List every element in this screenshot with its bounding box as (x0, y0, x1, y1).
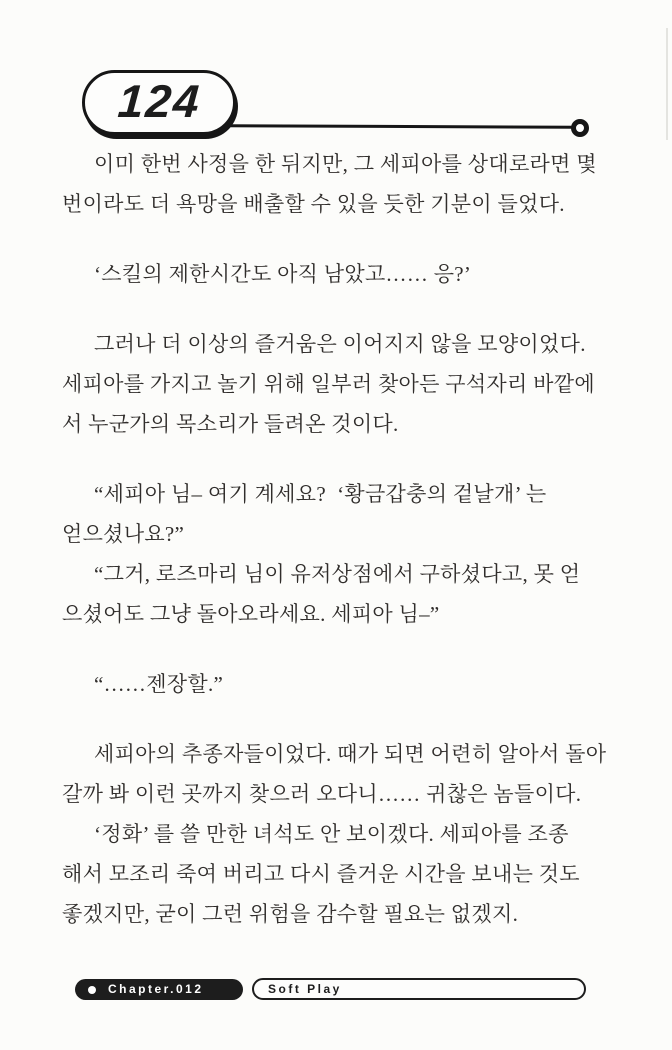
text-line: 번이라도 더 욕망을 배출할 수 있을 듯한 기분이 들었다. (62, 192, 565, 216)
text-line: 세피아의 추종자들이었다. 때가 되면 어련히 알아서 돌아 (94, 742, 607, 766)
scan-artifact-line (666, 28, 668, 140)
chapter-badge (75, 979, 243, 1000)
text-line: ‘스킬의 제한시간도 아직 남았고…… 응?’ (94, 262, 472, 286)
text-line: 좋겠지만, 굳이 그런 위험을 감수할 필요는 없겠지. (62, 902, 519, 926)
text-line: 갈까 봐 이런 곳까지 찾으러 오다니…… 귀찮은 놈들이다. (62, 782, 582, 806)
section-title-badge (252, 978, 586, 1000)
text-line: 으셨어도 그냥 돌아오라세요. 세피아 님–” (62, 602, 440, 626)
body-text (62, 144, 614, 934)
bullet-dot-icon (88, 986, 96, 994)
section-title-label: Soft Play (268, 981, 342, 996)
text-line: 그러나 더 이상의 즐거움은 이어지지 않을 모양이었다. (94, 332, 586, 356)
text-line: 서 누군가의 목소리가 들려온 것이다. (62, 412, 399, 436)
header-rule-line (228, 124, 576, 129)
chapter-label: Chapter.012 (108, 982, 204, 996)
page-number-badge (82, 70, 236, 135)
text-line: “……젠장할.” (94, 672, 224, 696)
text-line: “그거, 로즈마리 님이 유저상점에서 구하셨다고, 못 얻 (94, 562, 581, 586)
text-line: 이미 한번 사정을 한 뒤지만, 그 세피아를 상대로라면 몇 (94, 152, 597, 176)
text-line: 얻으셨나요?” (62, 522, 185, 546)
text-line: “세피아 님– 여기 계세요? ‘황금갑충의 겉날개’ 는 (94, 482, 547, 506)
text-line: 해서 모조리 죽여 버리고 다시 즐거운 시간을 보내는 것도 (62, 862, 580, 886)
text-line: 세피아를 가지고 놀기 위해 일부러 찾아든 구석자리 바깥에 (62, 372, 595, 396)
page-number: 124 (115, 75, 203, 127)
text-line: ‘정화’ 를 쓸 만한 녀석도 안 보이겠다. 세피아를 조종 (94, 822, 569, 846)
